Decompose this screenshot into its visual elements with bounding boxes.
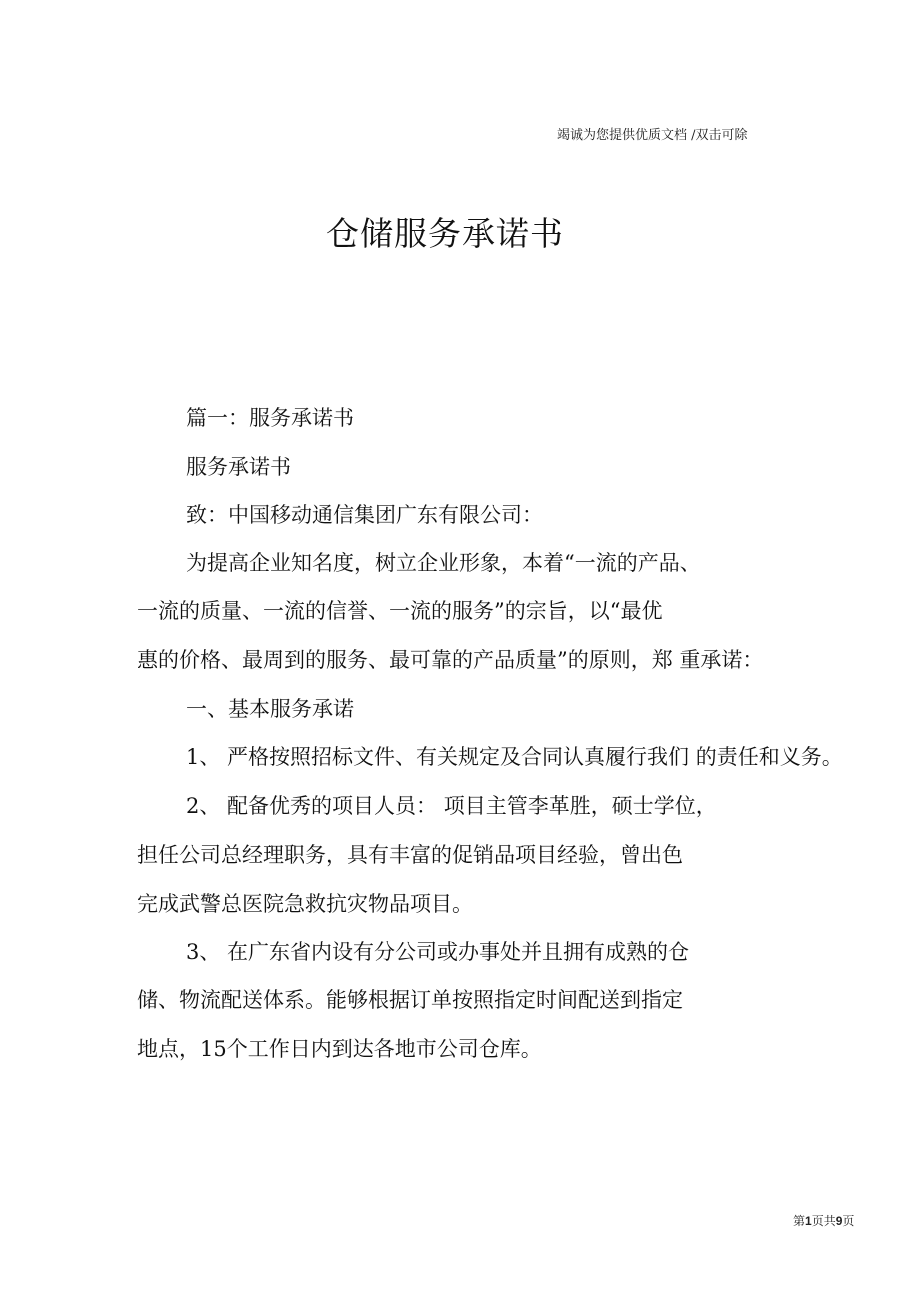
page-prefix: 第	[793, 1214, 806, 1228]
list-item: 1、 严格按照招标文件、有关规定及合同认真履行我们 的责任和义务。	[186, 745, 843, 769]
document-title: 仓储服务承诺书	[326, 214, 564, 253]
page-total: 9	[835, 1214, 843, 1228]
paragraph-line: 一流的质量、一流的信誉、一流的服务”的宗旨，以“最优	[137, 599, 663, 623]
page-suffix: 页	[842, 1214, 855, 1228]
subtitle: 服务承诺书	[186, 455, 291, 479]
paragraph-line: 为提高企业知名度，树立企业形象，本着“一流的产品、	[186, 551, 701, 575]
list-item: 3、 在广东省内设有分公司或办事处并且拥有成熟的仓	[186, 940, 690, 964]
header-note: 竭诚为您提供优质文档 /双击可除	[557, 128, 748, 143]
recipient-line: 致：中国移动通信集团广东有限公司：	[186, 503, 543, 527]
paragraph-line: 担任公司总经理职务，具有丰富的促销品项目经验，曾出色	[137, 843, 683, 867]
section-heading: 篇一：服务承诺书	[186, 406, 354, 430]
section-heading: 一、基本服务承诺	[186, 697, 354, 721]
list-item: 2、 配备优秀的项目人员： 项目主管李革胜，硕士学位，	[186, 794, 717, 818]
page-number	[793, 1212, 854, 1229]
paragraph-line: 完成武警总医院急救抗灾物品项目。	[137, 892, 473, 916]
paragraph-line: 储、物流配送体系。能够根据订单按照指定时间配送到指定	[137, 988, 683, 1012]
paragraph-line: 惠的价格、最周到的服务、最可靠的产品质量”的原则，郑 重承诺：	[137, 648, 764, 672]
page-current: 1	[805, 1214, 812, 1228]
paragraph-line: 地点，15个工作日内到达各地市公司仓库。	[137, 1037, 542, 1061]
page-middle: 页共	[811, 1214, 836, 1228]
